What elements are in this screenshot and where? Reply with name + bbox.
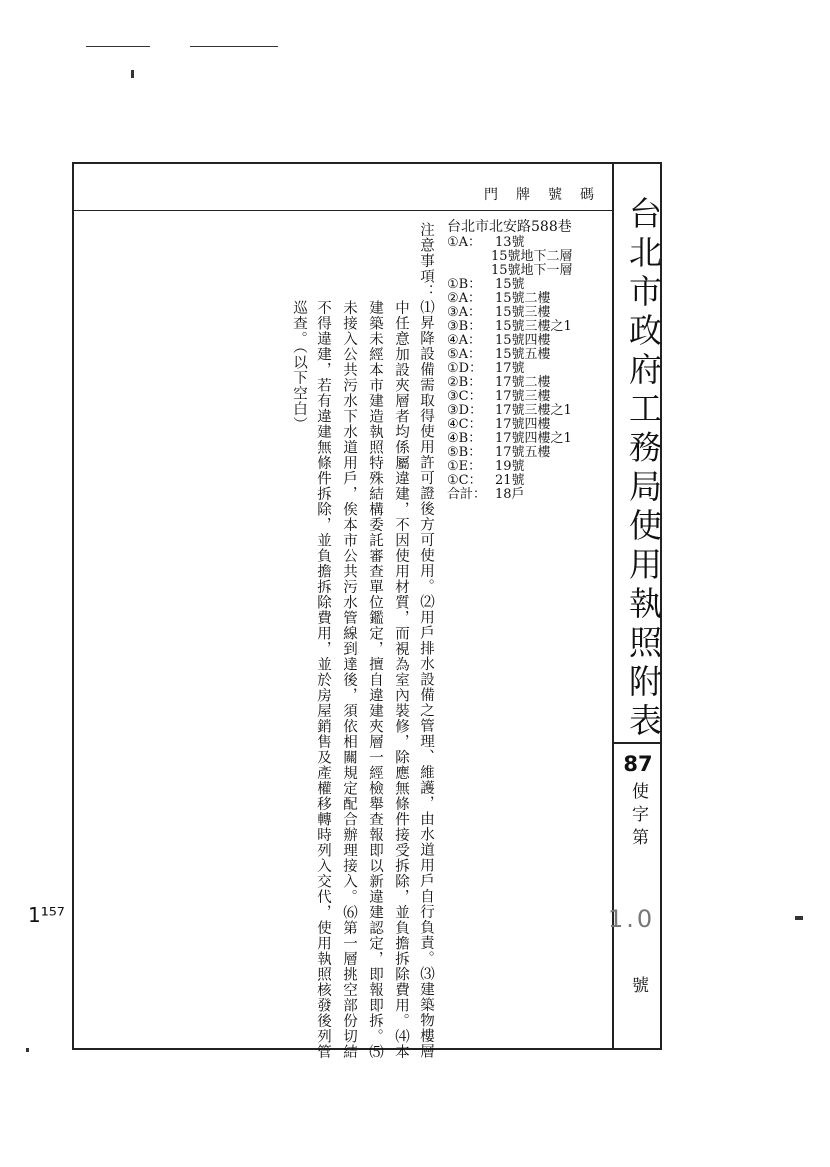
notes-col-1: 注意事項：⑴昇降設備需取得使用許可證後方可使用。⑵用戶排水設備之管理、維護，由水道用戶自行負責。⑶建築物樓層 bbox=[418, 222, 434, 1059]
address-row bbox=[447, 446, 587, 460]
notes-col-5: 不得違建，若有違建無條件拆除，並負擔拆除費用，並於房屋銷售及產權移轉時列入交代，使用執照核發後列管 bbox=[315, 300, 331, 1060]
scan-mark bbox=[131, 70, 134, 78]
address-unit-number: 15號三樓 bbox=[495, 305, 551, 320]
form-title: 台北市政府工務局使用執照附表 bbox=[624, 196, 663, 742]
address-unit-code: ②A： bbox=[447, 291, 482, 306]
address-unit-number: 17號五樓 bbox=[495, 445, 551, 460]
address-row bbox=[447, 474, 587, 488]
address-row bbox=[447, 362, 587, 376]
address-unit-number: 17號二樓 bbox=[495, 375, 551, 390]
license-suffix: 號 bbox=[628, 976, 648, 993]
license-number: 87 bbox=[623, 752, 653, 776]
address-unit-code: ①D： bbox=[447, 361, 483, 376]
address-unit-code: ①C： bbox=[447, 473, 482, 488]
address-row bbox=[447, 460, 587, 474]
address-street: 台北市北安路588巷 bbox=[447, 219, 572, 235]
address-unit-code: ③B： bbox=[447, 319, 482, 334]
address-unit-number: 17號四樓之1 bbox=[495, 431, 572, 446]
address-unit-code: ④C： bbox=[447, 417, 482, 432]
scan-mark bbox=[26, 1048, 29, 1052]
address-unit-number: 15號五樓 bbox=[495, 347, 551, 362]
address-unit-code: ①B： bbox=[447, 277, 482, 292]
address-unit-number: 13號 bbox=[495, 235, 525, 250]
address-unit-number: 17號三樓之1 bbox=[495, 403, 572, 418]
address-row bbox=[447, 236, 587, 250]
address-unit-code: ③D： bbox=[447, 403, 483, 418]
address-unit-number: 15號四樓 bbox=[495, 333, 551, 348]
scan-mark bbox=[86, 46, 150, 47]
margin-stamp: 1¹⁵⁷ bbox=[28, 903, 65, 927]
address-unit-code: ⑤B： bbox=[447, 445, 482, 460]
address-list bbox=[447, 220, 587, 502]
address-unit-code: ②B： bbox=[447, 375, 482, 390]
address-unit-number: 15號地下二層 bbox=[491, 249, 573, 264]
notes-col-4: 未接入公共污水下水道用戶，俟本市公共污水管線到達後，須依相關規定配合辦理接入。⑹第一層挑空部份切結 bbox=[341, 300, 357, 1060]
address-row bbox=[447, 320, 587, 334]
address-unit-number: 17號四樓 bbox=[495, 417, 551, 432]
address-row bbox=[447, 432, 587, 446]
address-unit-code: ⑤A： bbox=[447, 347, 482, 362]
header-divider bbox=[72, 210, 614, 211]
address-unit-number: 17號 bbox=[495, 361, 525, 376]
address-unit-number: 15號 bbox=[495, 277, 525, 292]
scan-mark bbox=[795, 916, 803, 920]
address-unit-number: 19號 bbox=[495, 459, 525, 474]
license-serial: 1.0 bbox=[608, 905, 656, 933]
scan-mark bbox=[190, 46, 278, 47]
notes-col-2: 中任意加設夾層者均係屬違建，不因使用材質，而視為室內裝修，除應無條件接受拆除，並負擔拆除費用。⑷本 bbox=[393, 300, 409, 1060]
notes-col-6: 巡查。（以下空白） bbox=[291, 300, 307, 433]
address-unit-number: 17號三樓 bbox=[495, 389, 551, 404]
address-unit-code: ①E： bbox=[447, 459, 482, 474]
address-row bbox=[447, 404, 587, 418]
address-row bbox=[447, 488, 587, 502]
address-unit-code: ④B： bbox=[447, 431, 482, 446]
address-unit-number: 15號二樓 bbox=[495, 291, 551, 306]
address-unit-code: ④A： bbox=[447, 333, 482, 348]
address-unit-code: ③A： bbox=[447, 305, 482, 320]
address-unit-code: 合計： bbox=[447, 487, 487, 502]
address-unit-code: ①A： bbox=[447, 235, 482, 250]
address-row bbox=[447, 348, 587, 362]
address-unit-number: 21號 bbox=[495, 473, 525, 488]
address-unit-number: 18戶 bbox=[495, 487, 525, 502]
column-header: 門牌號碼 bbox=[484, 187, 612, 203]
address-row bbox=[447, 306, 587, 320]
address-row bbox=[447, 278, 587, 292]
address-row bbox=[447, 292, 587, 306]
notes-col-3: 建築未經本市建造執照特殊結構委託審查單位鑑定，擅自違建夾層一經檢舉查報即以新違建認定，即報即拆。⑸ bbox=[367, 300, 383, 1060]
address-row bbox=[447, 334, 587, 348]
address-unit-number: 15號三樓之1 bbox=[495, 319, 572, 334]
address-row bbox=[447, 264, 587, 278]
license-prefix: 使字第 bbox=[628, 782, 648, 851]
address-unit-code: ③C： bbox=[447, 389, 482, 404]
address-unit-number: 15號地下一層 bbox=[491, 263, 573, 278]
address-row bbox=[447, 376, 587, 390]
title-divider-top bbox=[612, 742, 662, 744]
address-row bbox=[447, 390, 587, 404]
address-row bbox=[447, 250, 587, 264]
address-row bbox=[447, 418, 587, 432]
